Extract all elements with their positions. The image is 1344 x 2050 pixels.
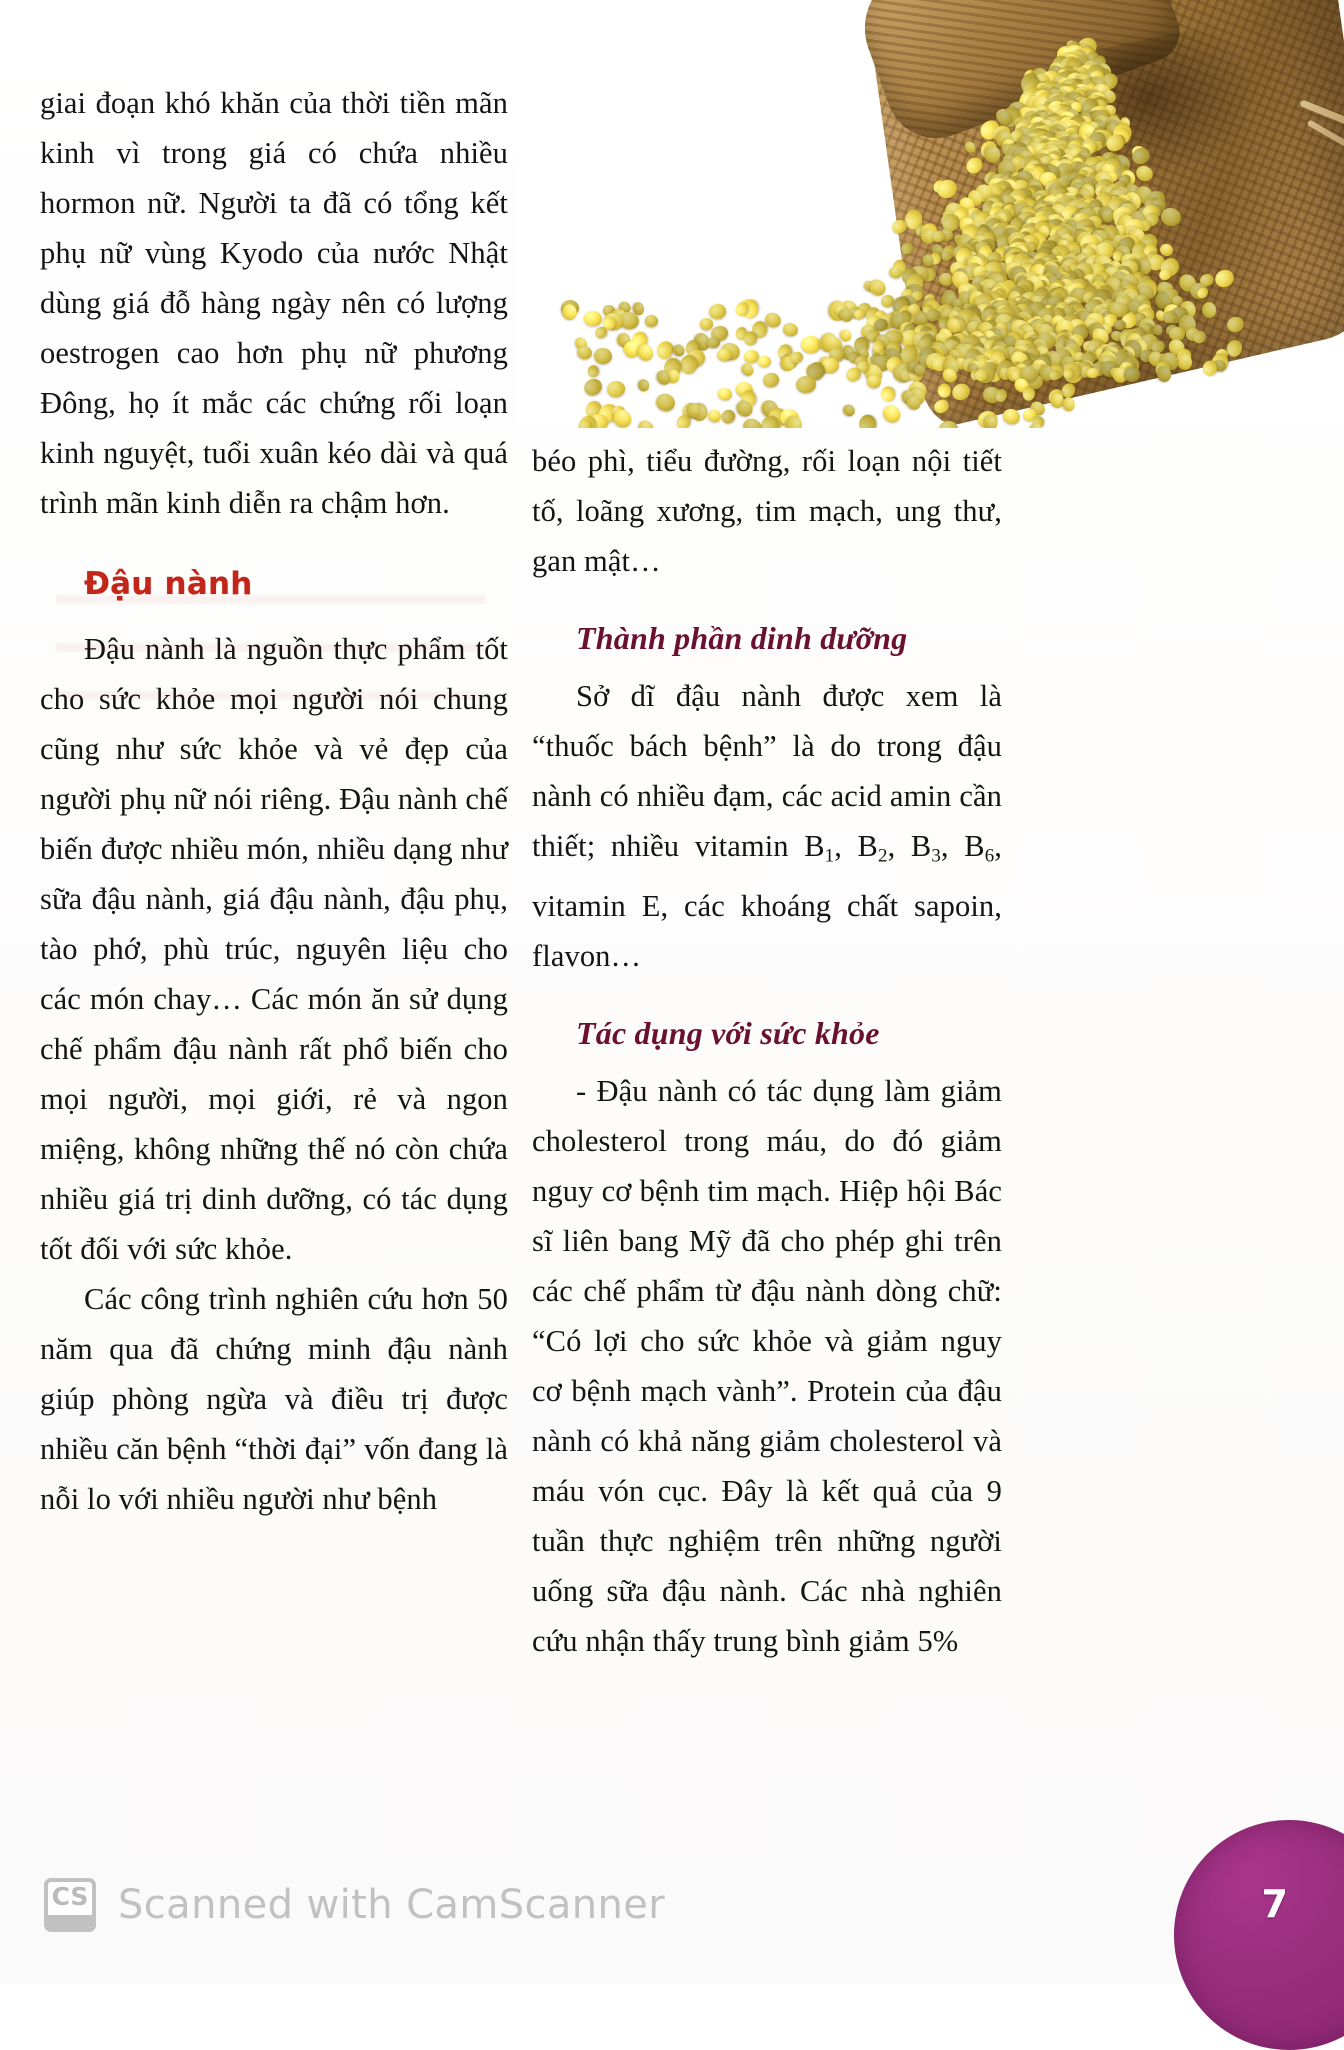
vitamin-b1-subscript: 1 [824, 845, 835, 867]
thanh-phan-text-part-1: Sở dĩ đậu nành được xem là “thuốc bách bệnh” là do trong đậu nành có nhiều đạm, các acid amin cần thiết; nhiều vitamin B [532, 679, 1002, 863]
soybean-stray [708, 303, 727, 320]
soybean-stray [637, 378, 650, 392]
paragraph-thanh-phan [532, 671, 1002, 981]
thanh-phan-text-part-5: , vitamin E, các khoáng chất sapoin, flavon… [532, 829, 1002, 974]
soybean-stray [939, 421, 958, 428]
soybean [1124, 367, 1141, 382]
soybean-stray [719, 407, 738, 426]
soybean-stray [584, 311, 602, 327]
thanh-phan-text-part-4: , B [940, 829, 985, 863]
paragraph-nghien-cuu: Các công trình nghiên cứu hơn 50 năm qua đã chứng minh đậu nành giúp phòng ngừa và điều trị được nhiều căn bệnh “thời đại” vốn đang là nỗi lo với nhiều người như bệnh [40, 1282, 508, 1516]
camscanner-logo-text: CS [51, 1882, 89, 1911]
soybean-stray [587, 365, 599, 378]
soybean-stray [606, 380, 627, 399]
soybean-stray [576, 345, 594, 361]
vitamin-b6-subscript: 6 [984, 845, 995, 867]
soybean-stray [781, 322, 799, 339]
soybean [940, 250, 952, 261]
soybean-stray [880, 402, 904, 426]
thanh-phan-text-part-3: , B [887, 829, 932, 863]
soybean-stray [581, 376, 605, 400]
soybean [1202, 301, 1217, 318]
soybean-stray [1001, 407, 1021, 426]
soybean-stray [880, 385, 895, 402]
soybean-pile [518, 0, 1344, 428]
soybean-stray [593, 346, 614, 365]
paragraph-mankinh: giai đoạn khó khăn của thời tiền mãn kinh vì trong giá có chứa nhiều hormon nữ. Người ta đã có tổng kết phụ nữ vùng Kyodo của nước Nhật dùng giá đỗ hàng ngày nên có lượng oestrogen cao hơn phụ nữ phương Đông, họ ít mắc các chứng rối loạn kinh nguyệt, tuổi xuân kéo dài và quá trình mãn kinh diễn ra chậm hơn. [40, 86, 508, 520]
soybean-stray [937, 383, 951, 398]
soybean-stray [795, 375, 816, 394]
soybean-stray [762, 372, 780, 388]
soybean [962, 140, 977, 156]
right-text-column [532, 436, 1002, 1666]
left-text-column [40, 78, 508, 1524]
soybean-stray [644, 314, 659, 328]
section-heading-tac-dung-voi-suc-khoe: Tác dụng với sức khỏe [576, 1015, 880, 1052]
soybean-stray [757, 355, 771, 368]
soybean-stray [739, 362, 756, 379]
soybean-stray [653, 391, 677, 414]
soybean-stray [950, 381, 973, 403]
camscanner-watermark [44, 1878, 665, 1932]
camscanner-logo-icon [44, 1878, 96, 1932]
soybean-stray [1061, 396, 1075, 411]
soybean-stray [717, 387, 732, 401]
soybeans-in-burlap-sack-image [518, 0, 1344, 428]
thanh-phan-text-part-2: , B [834, 829, 879, 863]
soybean [1133, 163, 1155, 184]
paragraph-dau-nanh-intro: Đậu nành là nguồn thực phẩm tốt cho sức khỏe mọi người nói chung cũng như sức khỏe và vẻ đẹp của người phụ nữ nói riêng. Đậu nành chế biến được nhiều món, nhiều dạng như sữa đậu nành, giá đậu nành, đậu phụ, tào phớ, phù trúc, nguyên liệu cho các món chay… Các món ăn sử dụng chế phẩm đậu nành rất phổ biến cho mọi người, mọi giới, rẻ và ngon miệng, không những thế nó còn chứa nhiều giá trị dinh dưỡng, có tác dụng tốt đối với sức khỏe. [40, 632, 508, 1266]
page-number-badge [1174, 1820, 1344, 2050]
page-number: 7 [1261, 1882, 1288, 1926]
soybean-stray [635, 418, 657, 428]
paragraph-tac-dung: - Đậu nành có tác dụng làm giảm cholesterol trong máu, do đó giảm nguy cơ bệnh tim mạch. Hiệp hội Bác sĩ liên bang Mỹ đã cho phép ghi trên các chế phẩm từ đậu nành dòng chữ: “Có lợi cho sức khỏe và giảm nguy cơ bệnh mạch vành”. Protein của đậu nành có khả năng giảm cholesterol và máu vón cục. Đây là kết quả của 9 tuần thực nghiệm trên những người uống sữa đậu nành. Các nhà nghiên cứu nhận thấy trung bình giảm 5% [532, 1074, 1002, 1659]
soybean-stray [841, 402, 858, 419]
soybean [899, 240, 916, 257]
camscanner-logo-bar [48, 1915, 92, 1928]
soybean-stray [859, 414, 876, 428]
soybean-stray [1022, 386, 1036, 402]
soybean-stray [932, 397, 951, 415]
soybean [1087, 367, 1099, 378]
vitamin-b2-subscript: 2 [878, 845, 888, 867]
section-heading-dau-nanh: Đậu nành [84, 566, 253, 602]
paragraph-benh-list: béo phì, tiểu đường, rối loạn nội tiết tố, loãng xương, tim mạch, ung thư, gan mật… [532, 444, 1002, 578]
soybean-stray [706, 336, 720, 348]
soybean-stray [700, 317, 714, 329]
camscanner-watermark-label: Scanned with CamScanner [118, 1882, 666, 1928]
soybean [963, 154, 986, 177]
vitamin-b3-subscript: 3 [931, 845, 941, 867]
soybean [1212, 267, 1236, 290]
section-heading-thanh-phan-dinh-duong: Thành phần dinh dưỡng [576, 620, 908, 656]
soybean [1225, 314, 1246, 334]
soybean-stray [800, 335, 820, 353]
